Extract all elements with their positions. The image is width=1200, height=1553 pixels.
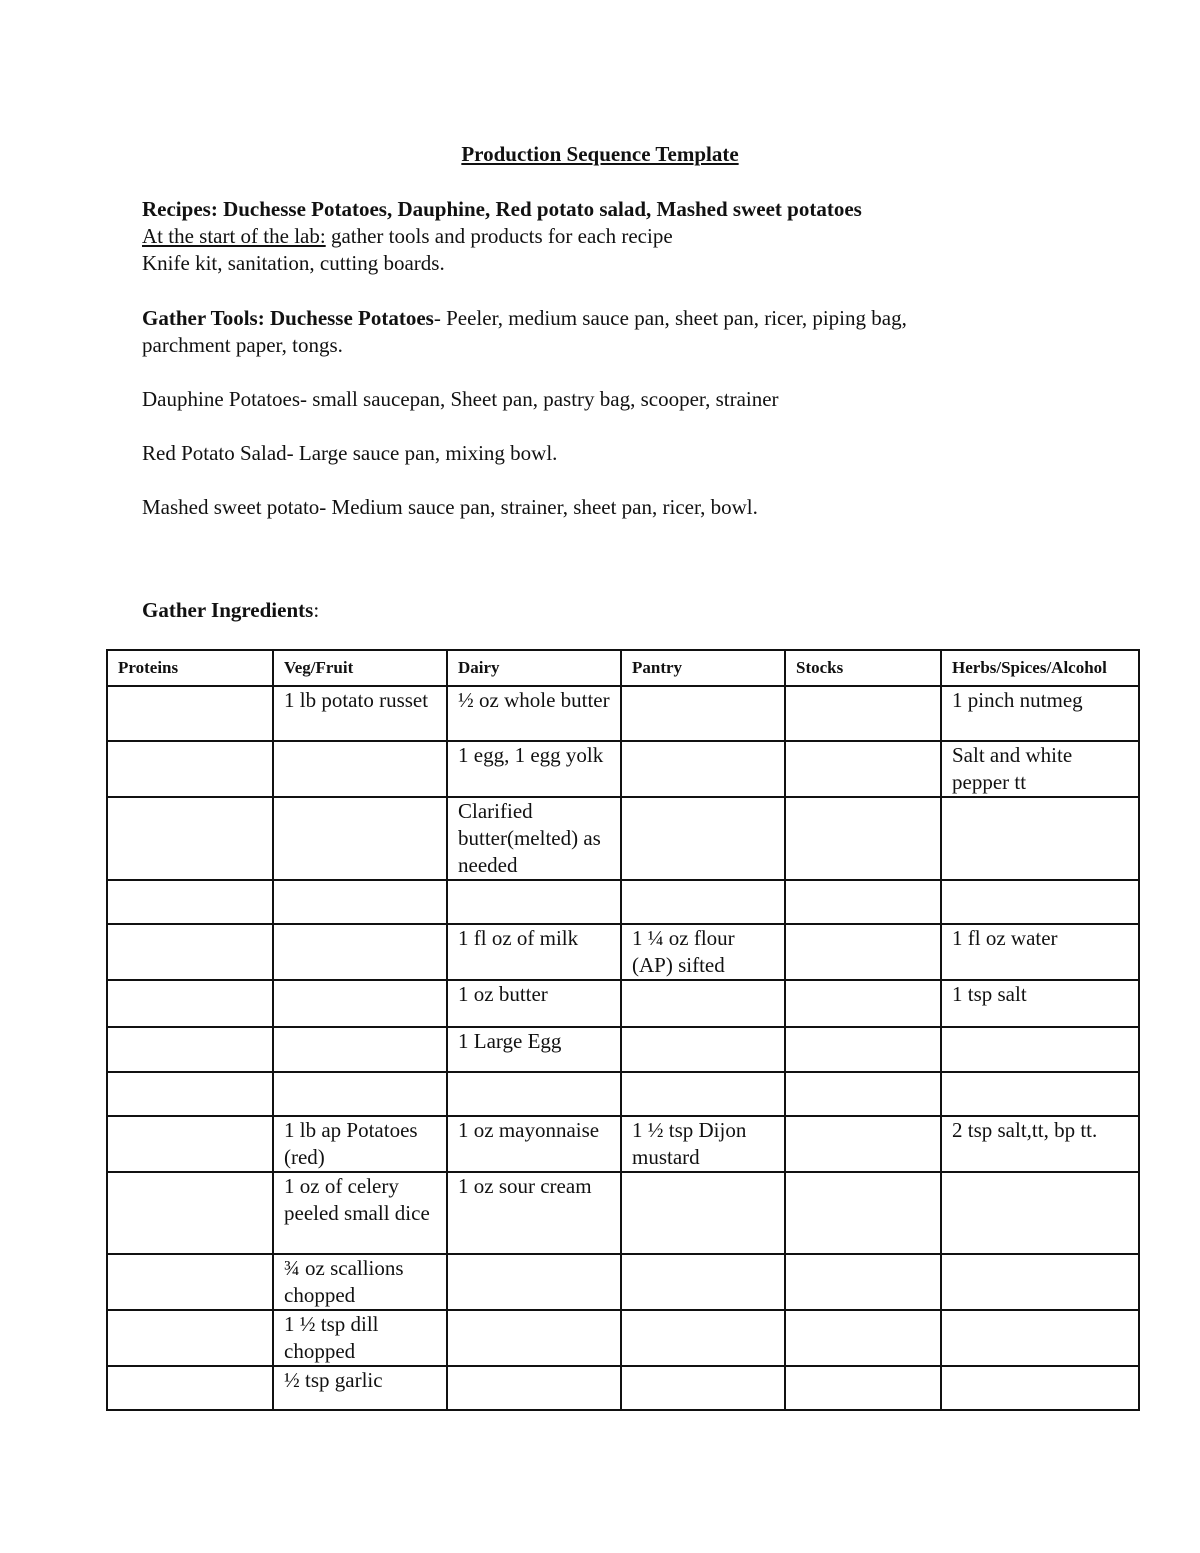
- red-salad-tools-line: Red Potato Salad- Large sauce pan, mixing bowl.: [142, 441, 558, 465]
- cell-stocks: [785, 880, 941, 924]
- cell-pantry: [621, 880, 785, 924]
- knife-kit-line: Knife kit, sanitation, cutting boards.: [142, 251, 445, 275]
- gather-ingredients-line: [142, 598, 319, 623]
- header-veg-fruit: Veg/Fruit: [273, 650, 447, 686]
- cell-herbs-spices-alcohol: Salt and white pepper tt: [941, 741, 1139, 797]
- cell-herbs-spices-alcohol: [941, 1172, 1139, 1254]
- cell-veg-fruit: [273, 741, 447, 797]
- table-row: [107, 980, 1139, 1027]
- cell-stocks: [785, 1072, 941, 1116]
- page-title: Production Sequence Template: [461, 142, 739, 166]
- cell-pantry: 1 ¼ oz flour (AP) sifted: [621, 924, 785, 980]
- cell-herbs-spices-alcohol: 2 tsp salt,tt, bp tt.: [941, 1116, 1139, 1172]
- cell-dairy: [447, 1072, 621, 1116]
- lab-start-label: At the start of the lab:: [142, 224, 326, 248]
- table-row: [107, 1366, 1139, 1410]
- cell-herbs-spices-alcohol: [941, 880, 1139, 924]
- cell-proteins: [107, 1310, 273, 1366]
- table-row: [107, 797, 1139, 880]
- gather-tools-label: Gather Tools: Duchesse Potatoes: [142, 306, 434, 330]
- cell-pantry: [621, 1254, 785, 1310]
- cell-stocks: [785, 980, 941, 1027]
- cell-proteins: [107, 797, 273, 880]
- cell-dairy: 1 egg, 1 egg yolk: [447, 741, 621, 797]
- cell-herbs-spices-alcohol: [941, 1310, 1139, 1366]
- cell-veg-fruit: ¾ oz scallions chopped: [273, 1254, 447, 1310]
- table-row: [107, 686, 1139, 741]
- cell-herbs-spices-alcohol: [941, 797, 1139, 880]
- header-proteins: Proteins: [107, 650, 273, 686]
- cell-stocks: [785, 686, 941, 741]
- cell-pantry: [621, 686, 785, 741]
- lab-start-line: [142, 224, 673, 249]
- cell-dairy: [447, 880, 621, 924]
- cell-proteins: [107, 880, 273, 924]
- cell-proteins: [107, 1116, 273, 1172]
- recipes-list: Duchesse Potatoes, Dauphine, Red potato salad, Mashed sweet potatoes: [223, 197, 862, 221]
- header-dairy: Dairy: [447, 650, 621, 686]
- table-row: [107, 741, 1139, 797]
- cell-veg-fruit: [273, 797, 447, 880]
- table-row: [107, 1072, 1139, 1116]
- cell-proteins: [107, 1027, 273, 1072]
- table-row: [107, 1254, 1139, 1310]
- dauphine-tools-line: Dauphine Potatoes- small saucepan, Sheet pan, pastry bag, scooper, strainer: [142, 387, 779, 411]
- gather-ingredients-label: Gather Ingredients: [142, 598, 314, 622]
- table-row: [107, 880, 1139, 924]
- cell-stocks: [785, 1366, 941, 1410]
- cell-stocks: [785, 741, 941, 797]
- header-stocks: Stocks: [785, 650, 941, 686]
- cell-herbs-spices-alcohol: [941, 1027, 1139, 1072]
- cell-veg-fruit: 1 lb potato russet: [273, 686, 447, 741]
- lab-start-text: gather tools and products for each recipe: [325, 224, 673, 248]
- cell-veg-fruit: [273, 1027, 447, 1072]
- cell-dairy: 1 oz sour cream: [447, 1172, 621, 1254]
- cell-stocks: [785, 797, 941, 880]
- cell-dairy: [447, 1366, 621, 1410]
- header-herbs-spices-alcohol: Herbs/Spices/Alcohol: [941, 650, 1139, 686]
- gather-tools-line: [142, 306, 907, 331]
- cell-proteins: [107, 1254, 273, 1310]
- table-row: [107, 1027, 1139, 1072]
- cell-herbs-spices-alcohol: 1 pinch nutmeg: [941, 686, 1139, 741]
- ingredients-table: [106, 649, 1140, 1411]
- cell-herbs-spices-alcohol: [941, 1072, 1139, 1116]
- header-pantry: Pantry: [621, 650, 785, 686]
- cell-pantry: [621, 1366, 785, 1410]
- cell-proteins: [107, 1172, 273, 1254]
- cell-herbs-spices-alcohol: 1 fl oz water: [941, 924, 1139, 980]
- cell-dairy: [447, 1310, 621, 1366]
- cell-veg-fruit: 1 oz of celery peeled small dice: [273, 1172, 447, 1254]
- sweet-potato-tools-line: Mashed sweet potato- Medium sauce pan, strainer, sheet pan, ricer, bowl.: [142, 495, 758, 519]
- table-row: [107, 1116, 1139, 1172]
- cell-dairy: 1 oz butter: [447, 980, 621, 1027]
- cell-pantry: [621, 980, 785, 1027]
- cell-stocks: [785, 1254, 941, 1310]
- cell-herbs-spices-alcohol: [941, 1254, 1139, 1310]
- cell-pantry: [621, 741, 785, 797]
- cell-dairy: 1 Large Egg: [447, 1027, 621, 1072]
- cell-stocks: [785, 1116, 941, 1172]
- cell-proteins: [107, 924, 273, 980]
- cell-stocks: [785, 1172, 941, 1254]
- cell-dairy: [447, 1254, 621, 1310]
- cell-pantry: [621, 1172, 785, 1254]
- cell-veg-fruit: 1 lb ap Potatoes (red): [273, 1116, 447, 1172]
- table-header-row: [107, 650, 1139, 686]
- cell-proteins: [107, 1366, 273, 1410]
- table-row: [107, 924, 1139, 980]
- recipes-line: [142, 197, 862, 222]
- cell-veg-fruit: [273, 980, 447, 1027]
- cell-proteins: [107, 741, 273, 797]
- cell-pantry: 1 ½ tsp Dijon mustard: [621, 1116, 785, 1172]
- cell-proteins: [107, 980, 273, 1027]
- table-row: [107, 1310, 1139, 1366]
- recipes-label: Recipes:: [142, 197, 218, 221]
- table-row: [107, 1172, 1139, 1254]
- cell-veg-fruit: ½ tsp garlic: [273, 1366, 447, 1410]
- cell-pantry: [621, 1027, 785, 1072]
- cell-pantry: [621, 1072, 785, 1116]
- cell-veg-fruit: [273, 924, 447, 980]
- duchesse-tools-continued: parchment paper, tongs.: [142, 333, 343, 357]
- cell-stocks: [785, 924, 941, 980]
- cell-dairy: 1 fl oz of milk: [447, 924, 621, 980]
- cell-veg-fruit: [273, 880, 447, 924]
- cell-herbs-spices-alcohol: 1 tsp salt: [941, 980, 1139, 1027]
- gather-ingredients-colon: :: [313, 598, 320, 622]
- cell-veg-fruit: [273, 1072, 447, 1116]
- cell-pantry: [621, 1310, 785, 1366]
- cell-dairy: ½ oz whole butter: [447, 686, 621, 741]
- cell-proteins: [107, 1072, 273, 1116]
- cell-dairy: 1 oz mayonnaise: [447, 1116, 621, 1172]
- cell-veg-fruit: 1 ½ tsp dill chopped: [273, 1310, 447, 1366]
- duchesse-tools-text: - Peeler, medium sauce pan, sheet pan, ricer, piping bag,: [433, 306, 907, 330]
- cell-pantry: [621, 797, 785, 880]
- cell-stocks: [785, 1310, 941, 1366]
- cell-dairy: Clarified butter(melted) as needed: [447, 797, 621, 880]
- cell-herbs-spices-alcohol: [941, 1366, 1139, 1410]
- cell-proteins: [107, 686, 273, 741]
- cell-stocks: [785, 1027, 941, 1072]
